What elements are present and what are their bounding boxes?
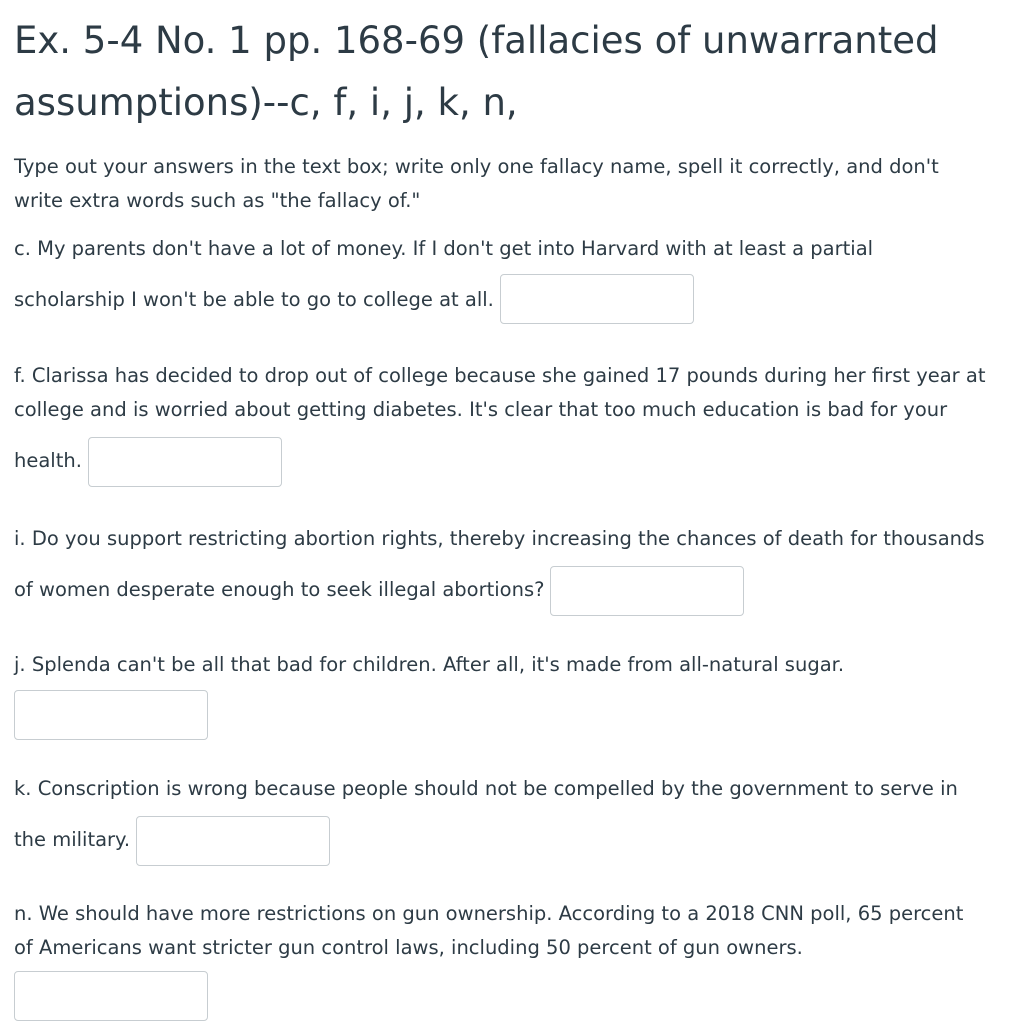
instructions [14,150,1010,218]
question-f [14,359,1010,487]
page-title [14,10,1010,134]
question-k-line-1: k. Conscription is wrong because people should not be compelled by the government to serve in [14,777,958,800]
answer-input-k[interactable] [136,816,330,866]
question-i-line-1: i. Do you support restricting abortion rights, thereby increasing the chances of death for thousands [14,527,985,550]
question-f-line-2: college and is worried about getting diabetes. It's clear that too much education is bad for your [14,398,948,421]
question-n-line-1: n. We should have more restrictions on gun ownership. According to a 2018 CNN poll, 65 percent [14,902,964,925]
question-k-line-2: the military. [14,828,131,851]
question-k-line-2-row [14,814,1010,866]
answer-input-f[interactable] [88,437,282,487]
question-n-answer-row [14,971,1010,1021]
question-f-line-1: f. Clarissa has decided to drop out of college because she gained 17 pounds during her first year at [14,364,986,387]
question-i [14,522,1010,616]
question-f-line-3: health. [14,449,82,472]
question-j [14,648,1010,740]
answer-input-c[interactable] [500,274,694,324]
answer-input-i[interactable] [550,566,744,616]
page-title-line-2: assumptions)--c, f, i, j, k, n, [14,81,518,124]
question-k [14,772,1010,866]
question-i-line-2-row [14,564,1010,616]
question-j-line-1: j. Splenda can't be all that bad for children. After all, it's made from all-natural sugar. [14,653,845,676]
question-c-line-1: c. My parents don't have a lot of money. If I don't get into Harvard with at least a partial [14,237,874,260]
question-j-answer-row [14,690,1010,740]
instructions-line-2: write extra words such as "the fallacy of." [14,189,421,212]
question-c-line-2: scholarship I won't be able to go to college at all. [14,288,494,311]
question-n-line-2: of Americans want stricter gun control laws, including 50 percent of gun owners. [14,936,803,959]
quiz-page [0,10,1024,1021]
question-c [14,232,1010,326]
page-title-line-1: Ex. 5-4 No. 1 pp. 168-69 (fallacies of unwarranted [14,19,939,62]
question-c-line-2-row [14,274,1010,326]
question-i-line-2: of women desperate enough to seek illegal abortions? [14,578,545,601]
instructions-line-1: Type out your answers in the text box; write only one fallacy name, spell it correctly, and don't [14,155,939,178]
question-n [14,897,1010,1021]
answer-input-n[interactable] [14,971,208,1021]
answer-input-j[interactable] [14,690,208,740]
question-f-line-3-row [14,435,1010,487]
